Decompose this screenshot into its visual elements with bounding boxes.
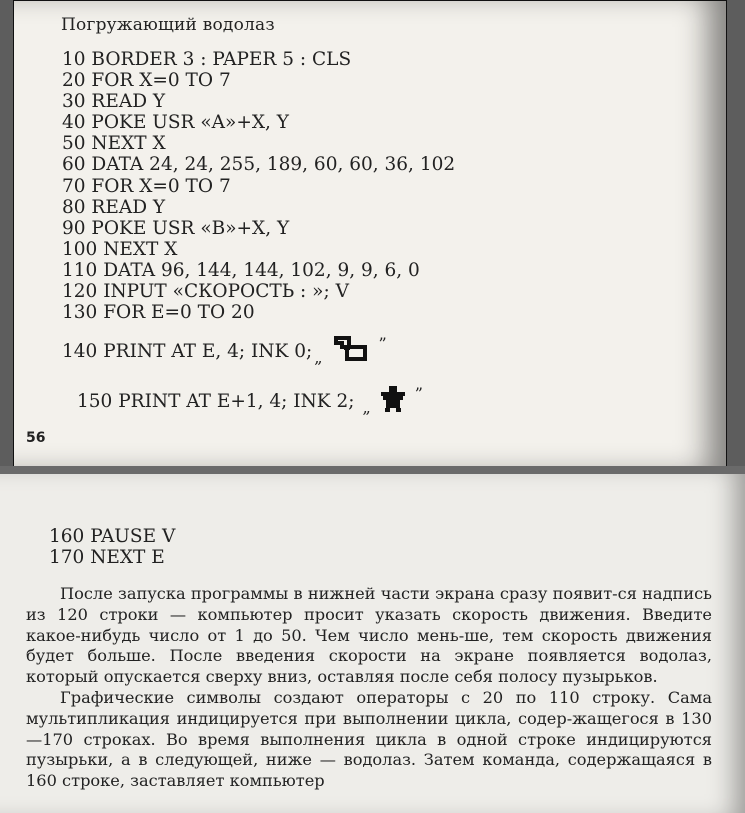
top-book-page xyxy=(13,0,727,467)
code-line: 170 NEXT E xyxy=(49,547,165,568)
paragraph: Графические символы создают операторы с 20 по 110 строку. Сама мультипликация индицируется при выполнении цикла, содер-жащегося в 130—170 строках. Во время выполнения цикла в одной строке индицируются пузырьки, а в следующей, ниже — водолаз. Затем команда, содержащаяся в 160 строке, заставляет компьютер xyxy=(26,687,712,791)
page-number: 56 xyxy=(26,430,46,446)
program-title: Погружающий водолаз xyxy=(61,15,275,35)
code-line-140 xyxy=(62,335,389,368)
code-line-text: 140 PRINT AT E, 4; INK 0; xyxy=(62,341,313,362)
basic-code-listing-continued xyxy=(49,526,175,568)
code-line: 100 NEXT X xyxy=(62,238,178,260)
code-line: 80 READ Y xyxy=(62,196,166,218)
close-quote: ” xyxy=(378,334,387,353)
code-line: 50 NEXT X xyxy=(62,133,166,155)
code-line-150 xyxy=(77,386,425,417)
code-line: 110 DATA 96, 144, 144, 102, 9, 9, 6, 0 xyxy=(62,259,420,281)
code-line: 10 BORDER 3 : PAPER 5 : CLS xyxy=(62,49,352,70)
code-line: 70 FOR X=0 TO 7 xyxy=(62,175,231,197)
code-line: 40 POKE USR «A»+X, Y xyxy=(62,112,289,134)
open-quote: „ xyxy=(314,348,323,367)
code-line: 90 POKE USR «B»+X, Y xyxy=(62,217,290,239)
code-line-text: 150 PRINT AT E+1, 4; INK 2; xyxy=(77,391,355,412)
code-line: 160 PAUSE V xyxy=(49,526,176,547)
code-line: 30 READ Y xyxy=(62,91,166,113)
explanation-text xyxy=(26,584,712,792)
code-line: 20 FOR X=0 TO 7 xyxy=(62,70,231,92)
bubbles-graphic-icon xyxy=(333,335,369,368)
page-gap xyxy=(0,466,745,474)
open-quote: „ xyxy=(362,398,371,417)
diver-graphic-icon xyxy=(381,386,405,417)
code-line: 120 INPUT «СКОРОСТЬ : »; V xyxy=(62,281,349,303)
basic-code-listing xyxy=(62,49,455,323)
close-quote: ” xyxy=(414,384,423,403)
bottom-book-page xyxy=(0,474,745,813)
code-line: 130 FOR E=0 TO 20 xyxy=(62,302,255,324)
paragraph: После запуска программы в нижней части экрана сразу появит-ся надпись из 120 строки — компьютер просит указать скорость движения. Введите какое-нибудь число от 1 до 50. Чем число мень-ше, тем скорость движения будет больше. После введения скорости на экране появляется водолаз, который опускается сверху вниз, оставляя после себя полосу пузырьков. xyxy=(26,584,712,687)
code-line: 60 DATA 24, 24, 255, 189, 60, 60, 36, 102 xyxy=(62,154,456,176)
